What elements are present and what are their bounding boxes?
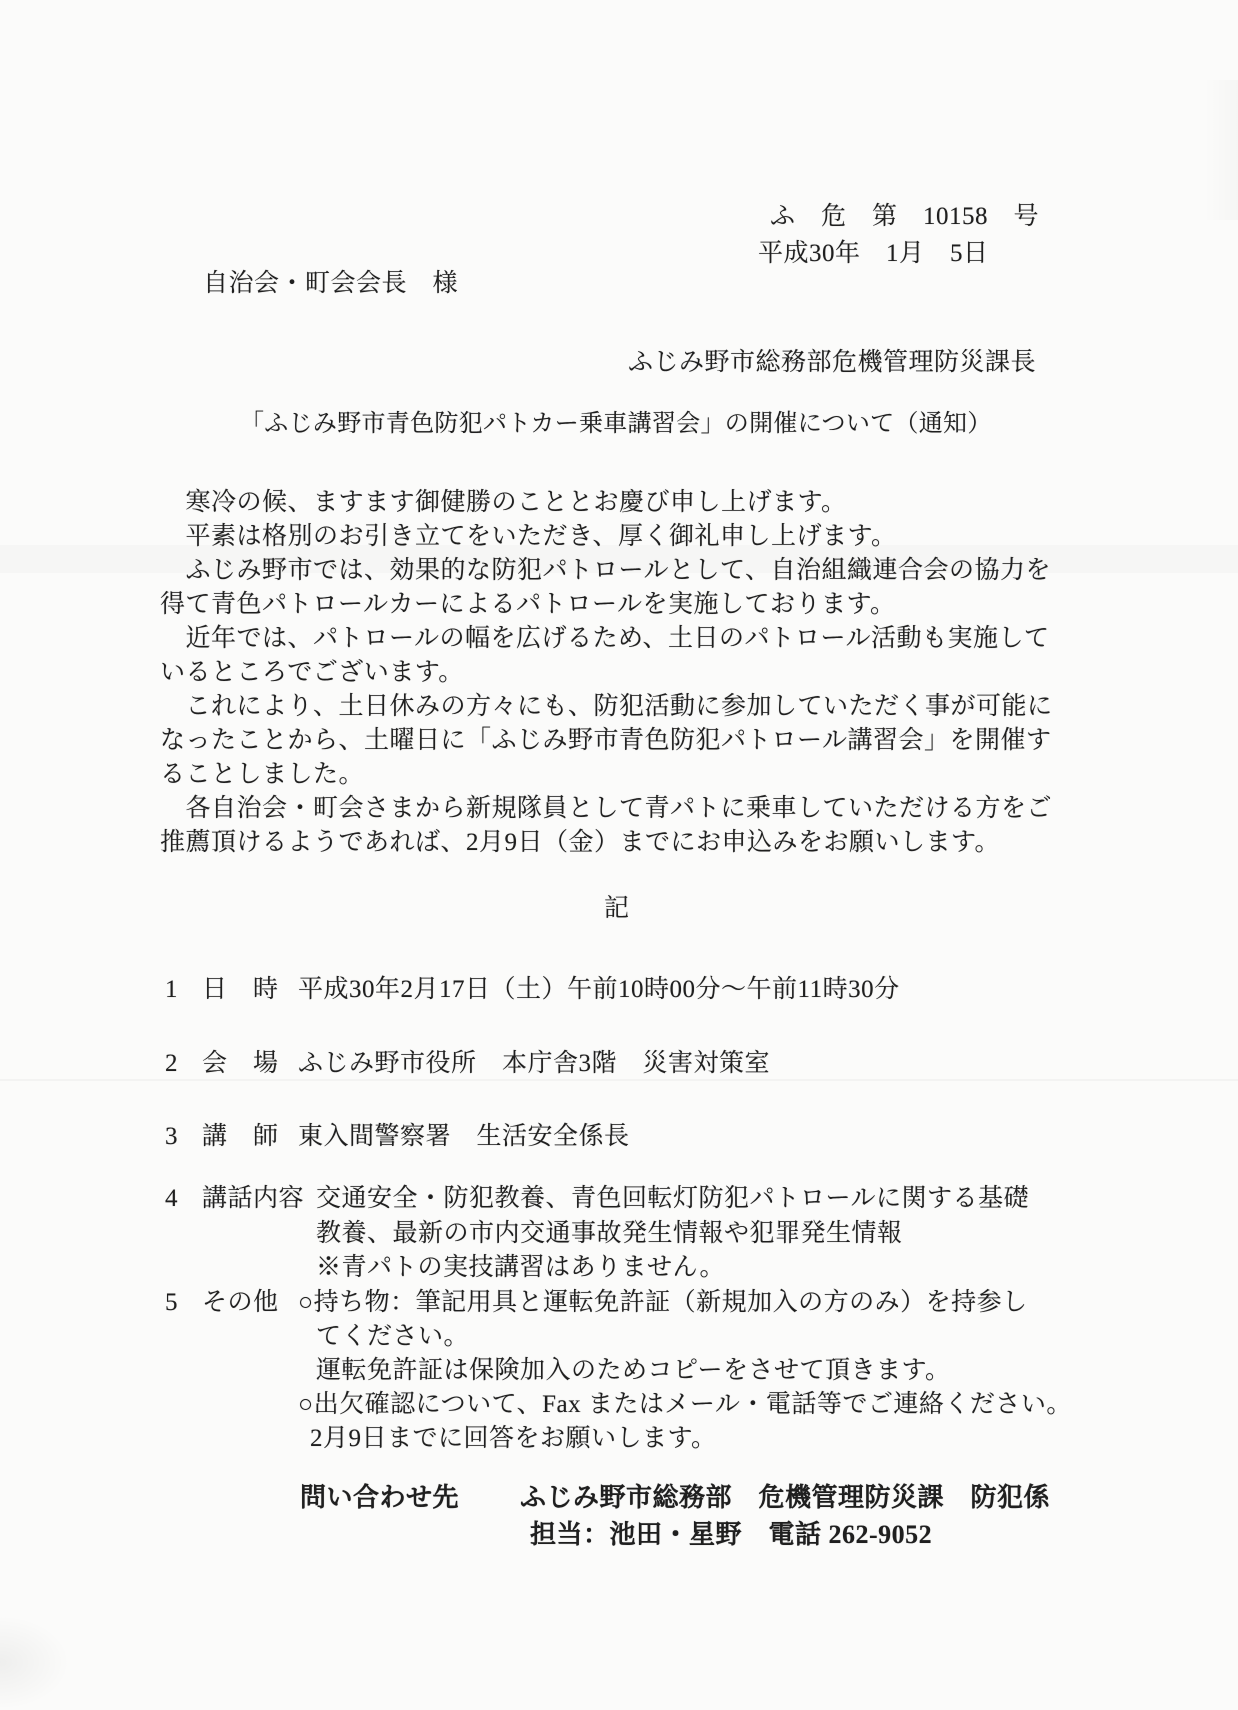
body-line: なったことから、土曜日に「ふじみ野市青色防犯パトロール講習会」を開催す	[160, 727, 1052, 754]
body-line: 推薦頂けるようであれば、2月9日（金）までにお申込みをお願いします。	[160, 829, 1001, 856]
item-5-number: 5	[165, 1289, 178, 1316]
body-line: ふじみ野市では、効果的な防犯パトロールとして、自治組織連合会の協力を	[160, 557, 1052, 584]
item-4-note-line: ※青パトの実技講習はありません。	[316, 1254, 726, 1281]
doc-number-line: ふ 危 第 10158 号	[770, 203, 1040, 230]
item-3-content: 東入間警察署 生活安全係長	[298, 1123, 630, 1150]
item-2-content: ふじみ野市役所 本庁舎3階 災害対策室	[298, 1050, 771, 1077]
contact-label: 問い合わせ先	[300, 1483, 460, 1512]
sender-line: ふじみ野市総務部危機管理防災課長	[628, 349, 1037, 376]
item-4-label: 講話内容	[202, 1185, 305, 1212]
body-line: 得て青色パトロールカーによるパトロールを実施しております。	[160, 591, 896, 618]
addressee-line: 自治会・町会会長 様	[203, 270, 459, 297]
item-4-content-line: 教養、最新の市内交通事故発生情報や犯罪発生情報	[316, 1220, 903, 1247]
item-1-content: 平成30年2月17日（土）午前10時00分～午前11時30分	[298, 976, 900, 1003]
item-2-number: 2	[165, 1050, 178, 1077]
body-line: 近年では、パトロールの幅を広げるため、土日のパトロール活動も実施して	[160, 625, 1050, 652]
item-2-label: 会 場	[202, 1050, 279, 1077]
item-3-number: 3	[165, 1123, 178, 1150]
item-4-number: 4	[165, 1185, 178, 1212]
item-5-content-line: てください。	[316, 1323, 470, 1350]
scan-artifact	[0, 1615, 70, 1710]
contact-department: ふじみ野市総務部 危機管理防災課 防犯係	[520, 1483, 1051, 1512]
document-title: 「ふじみ野市青色防犯パトカー乗車講習会」の開催について（通知）	[240, 411, 992, 437]
scan-artifact	[0, 1079, 1238, 1081]
body-line: 各自治会・町会さまから新規隊員として青パトに乗車していただける方をご	[160, 795, 1053, 822]
item-5-label: その他	[202, 1289, 279, 1316]
item-1-label: 日 時	[202, 976, 279, 1003]
body-line: ることしました。	[160, 761, 365, 788]
item-5-content-line: 運転免許証は保険加入のためコピーをさせて頂きます。	[316, 1357, 951, 1384]
body-line: いるところでございます。	[160, 659, 464, 686]
scan-artifact	[1204, 80, 1238, 220]
body-line: 平素は格別のお引き立てをいただき、厚く御礼申し上げます。	[160, 523, 897, 550]
item-1-number: 1	[165, 976, 178, 1003]
contact-staff: 担当：池田・星野 電話 262-9052	[530, 1520, 933, 1549]
item-4-content-line: 交通安全・防犯教養、青色回転灯防犯パトロールに関する基礎	[316, 1185, 1030, 1212]
body-line: 寒冷の候、ますます御健勝のこととお慶び申し上げます。	[160, 489, 847, 516]
item-5-content-line: 2月9日までに回答をお願いします。	[310, 1425, 717, 1452]
item-3-label: 講 師	[202, 1123, 279, 1150]
item-5-content-line: ○持ち物：筆記用具と運転免許証（新規加入の方のみ）を持参し	[298, 1289, 1028, 1316]
section-marker-ki: 記	[604, 895, 630, 922]
body-line: これにより、土日休みの方々にも、防犯活動に参加していただく事が可能に	[160, 693, 1053, 720]
date-line: 平成30年 1月 5日	[758, 240, 989, 267]
item-5-content-line: ○出欠確認について、Fax またはメール・電話等でご連絡ください。	[298, 1391, 1072, 1418]
